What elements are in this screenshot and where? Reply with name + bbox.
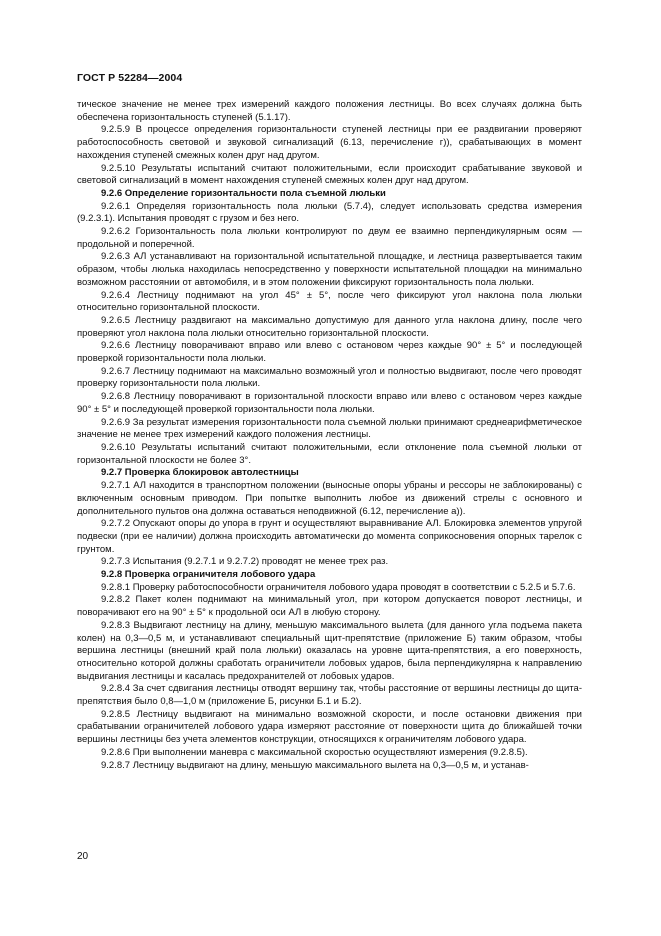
paragraph: 9.2.8.7 Лестницу выдвигают на длину, меньшую максимального вылета на 0,3—0,5 м, и устанав- — [101, 759, 529, 771]
page-number: 20 — [77, 851, 89, 862]
paragraph: тическое значение не менее трех измерений каждого положения лестницы. Во всех случаях должна быть обеспечена горизонтальность ступеней (5.1.17). — [77, 99, 582, 123]
paragraph: 9.2.6.8 Лестницу поворачивают в горизонтальной плоскости вправо или влево с остановом через каждые 90° ± 5° и последующей проверкой горизонтальности пола люльки. — [77, 391, 582, 415]
paragraph: 9.2.8.1 Проверку работоспособности ограничителя лобового удара проводят в соответствии с 5.2.5 и 5.7.6. — [101, 581, 576, 593]
paragraph: 9.2.6.2 Горизонтальность пола люльки контролируют по двум ее взаимно перпендикулярным осям — продольной и поперечной. — [77, 226, 582, 250]
paragraph: 9.2.7.1 АЛ находится в транспортном положении (выносные опоры убраны и рессоры не заблокированы) с включенным основным приводом. При попытке выполнить любое из движений стрелы с основного и дополнительного пультов она должна оставаться неподвижной (6.12, перечисление а)). — [77, 480, 582, 517]
document-header: ГОСТ Р 52284—2004 — [77, 72, 183, 84]
paragraph: 9.2.8.6 При выполнении маневра с максимальной скоростью осуществляют измерения (9.2.8.5). — [101, 746, 528, 758]
paragraph: 9.2.6.3 АЛ устанавливают на горизонтальной испытательной площадке, и лестница развертывается таким образом, чтобы люлька находилась непосредственно у поверхности испытательной площадки на минимально возможном расстоянии от автомобиля, и в этом положении фиксируют горизонтальность пола люльки. — [77, 251, 582, 288]
paragraph: 9.2.8.2 Пакет колен поднимают на минимальный угол, при котором допускается поворот лестницы, и поворачивают его на 90° ± 5° к продольной оси АЛ в любую сторону. — [77, 594, 582, 619]
paragraph: 9.2.6.5 Лестницу раздвигают на максимально допустимую для данного угла наклона длину, после чего проверяют угол наклона пола люльки относительно горизонтальной плоскости. — [77, 314, 582, 339]
paragraph: 9.2.6.9 За результат измерения горизонтальности пола съемной люльки принимают среднеарифметическое значение не менее трех измерений каждого положения лестницы. — [77, 416, 582, 441]
paragraph: 9.2.8.4 За счет сдвигания лестницы отводят вершину так, чтобы расстояние от вершины лестницы до щита-препятствия было 0,8—1,0 м (приложение Б, рисунки Б.1 и Б.2). — [77, 683, 582, 708]
paragraph: 9.2.7.3 Испытания (9.2.7.1 и 9.2.7.2) проводят не менее трех раз. — [101, 556, 389, 568]
section-heading: 9.2.8 Проверка ограничителя лобового удара — [101, 569, 316, 581]
paragraph: 9.2.5.10 Результаты испытаний считают положительными, если происходит срабатывание звуковой и световой сигнализаций в момент нахождения ступеней смежных колен друг над другом. — [77, 162, 582, 187]
paragraph: 9.2.6.1 Определяя горизонтальность пола люльки (5.7.4), следует использовать средства измерения (9.2.3.1). Испытания проводят с грузом и без него. — [77, 200, 582, 225]
paragraph: 9.2.6.10 Результаты испытаний считают положительными, если отклонение пола съемной люльки от горизонтальной плоскости не более 3°. — [77, 441, 582, 466]
paragraph: 9.2.7.2 Опускают опоры до упора в грунт и осуществляют выравнивание АЛ. Блокировка элементов упругой подвески (при ее наличии) должна происходить автоматически до момента соприкосновения опорных тарелок с грунтом. — [77, 518, 582, 555]
paragraph: 9.2.6.7 Лестницу поднимают на максимально возможный угол и полностью выдвигают, после чего проводят проверку горизонтальности пола люльки. — [77, 365, 582, 390]
paragraph: 9.2.5.9 В процессе определения горизонтальности ступеней лестницы при ее раздвигании проверяют работоспособность световой и звуковой сигнализаций (6.13, перечисление г)), срабатывающих в момент нахождения ступеней смежных колен друг над другом. — [77, 124, 582, 161]
paragraph: 9.2.8.3 Выдвигают лестницу на длину, меньшую максимального вылета (для данного угла подъема пакета колен) на 0,3—0,5 м, и устанавливают специальный щит-препятствие (приложение Б) таким образом, чтобы вершина лестницы (внешний край пола люльки) оказалась на уровне щита-препятствия, а его поверхность, относительно которой должны сработать ограничители лобовых ударов, была перпендикулярна к направлению выдвигания лестницы и касалась предохранителей от лобовых ударов. — [77, 619, 582, 682]
paragraph: 9.2.6.6 Лестницу поворачивают вправо или влево с остановом через каждые 90° ± 5° и последующей проверкой горизонтальности пола люльки. — [77, 340, 582, 365]
paragraph: 9.2.8.5 Лестницу выдвигают на минимально возможной скорости, и после остановки движения при срабатывании ограничителей лобового удара измеряют расстояние от поверхности щита до ближайшей точки вершины лестницы без учета элементов конструкции, относящихся к ограничителям лобового удара. — [77, 708, 582, 746]
section-heading: 9.2.6 Определение горизонтальности пола съемной люльки — [101, 187, 386, 199]
paragraph: 9.2.6.4 Лестницу поднимают на угол 45° ± 5°, после чего фиксируют угол наклона пола люльки относительно горизонтальной плоскости. — [77, 289, 582, 314]
section-heading: 9.2.7 Проверка блокировок автолестницы — [101, 467, 299, 479]
document-body — [77, 99, 582, 772]
